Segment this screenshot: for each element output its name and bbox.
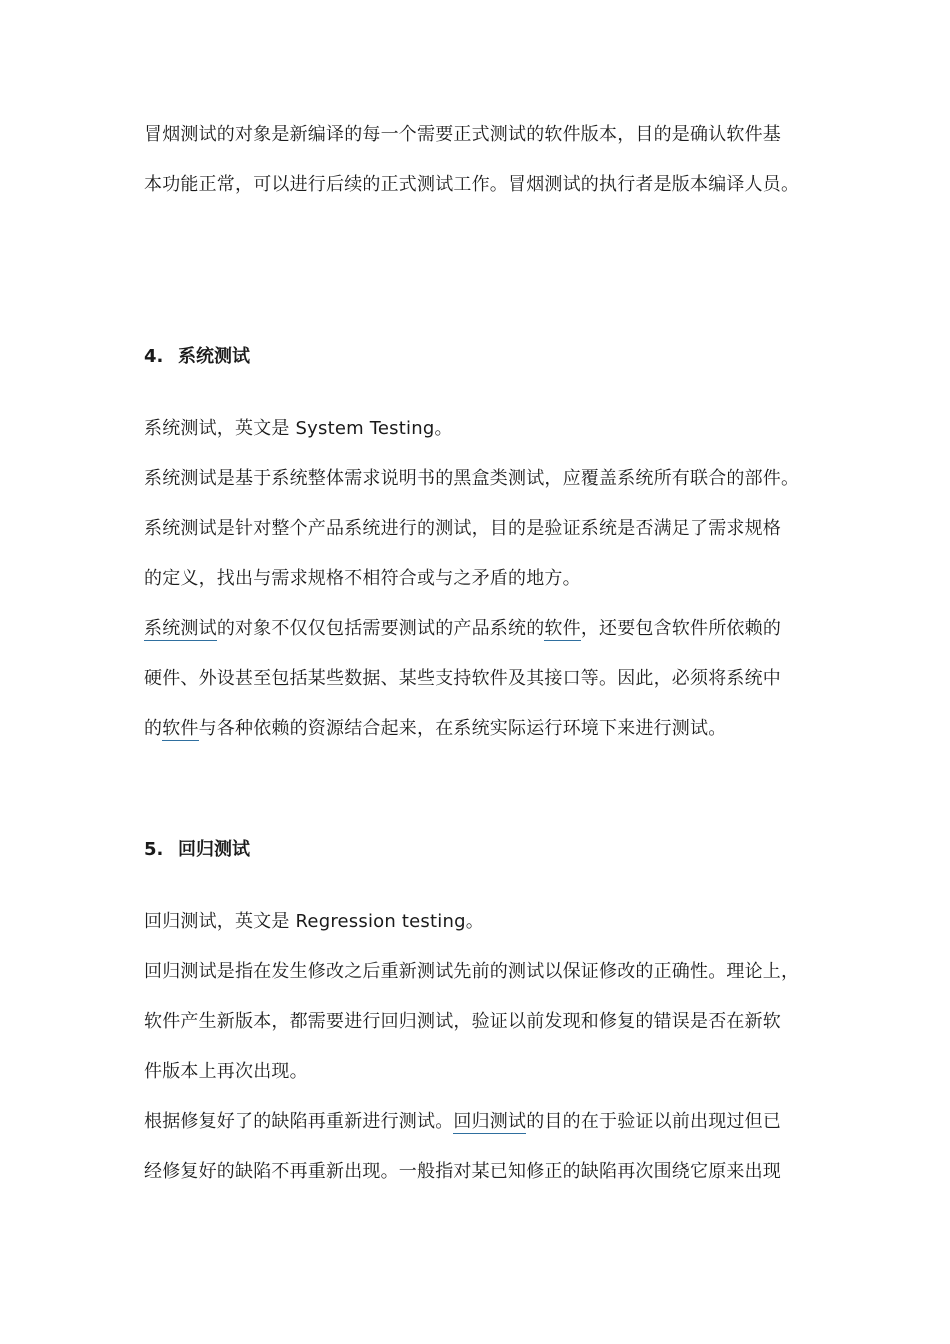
text-segment: ，还要包含软件所依赖的 (580, 618, 782, 639)
section-4-heading (144, 344, 250, 370)
link-regression-testing[interactable]: 回归测试 (453, 1111, 527, 1132)
section-4-paragraph-4-line-1 (144, 616, 834, 642)
section-4-paragraph-1: 系统测试，英文是 System Testing。 (144, 418, 453, 439)
section-4-title: 系统测试 (178, 346, 250, 367)
intro-line-1: 冒烟测试的对象是新编译的每一个需要正式测试的软件版本，目的是确认软件基 (144, 124, 781, 145)
link-software-2[interactable]: 软件 (162, 718, 199, 739)
section-4-paragraph-3-line-2: 的定义，找出与需求规格不相符合或与之矛盾的地方。 (144, 568, 581, 589)
text-segment: 的目的在于验证以前出现过但已 (526, 1111, 782, 1132)
link-system-testing[interactable]: 系统测试 (144, 618, 217, 639)
text-segment: 的 (144, 718, 163, 739)
link-software[interactable]: 软件 (544, 618, 581, 639)
section-5-paragraph-1: 回归测试，英文是 Regression testing。 (144, 911, 484, 932)
section-5-title: 回归测试 (178, 839, 250, 860)
text-segment: 的对象不仅仅包括需要测试的产品系统的 (216, 618, 545, 639)
intro-line-2: 本功能正常，可以进行后续的正式测试工作。冒烟测试的执行者是版本编译人员。 (144, 174, 800, 195)
section-5-number: 5. (144, 839, 164, 860)
section-4-paragraph-4-line-3 (144, 716, 834, 742)
section-4-paragraph-3-line-1: 系统测试是针对整个产品系统进行的测试，目的是验证系统是否满足了需求规格 (144, 518, 781, 539)
section-4-number: 4. (144, 346, 164, 367)
section-4-paragraph-4-line-2: 硬件、外设甚至包括某些数据、某些支持软件及其接口等。因此，必须将系统中 (144, 668, 781, 689)
section-5-paragraph-2-line-3: 件版本上再次出现。 (144, 1061, 308, 1082)
section-4-paragraph-2: 系统测试是基于系统整体需求说明书的黑盒类测试，应覆盖系统所有联合的部件。 (144, 468, 800, 489)
section-5-paragraph-3-line-1 (144, 1109, 834, 1135)
text-segment: 与各种依赖的资源结合起来，在系统实际运行环境下来进行测试。 (198, 718, 727, 739)
section-5-paragraph-3-line-2: 经修复好的缺陷不再重新出现。一般指对某已知修正的缺陷再次围绕它原来出现 (144, 1161, 781, 1182)
section-5-paragraph-2-line-2: 软件产生新版本，都需要进行回归测试，验证以前发现和修复的错误是否在新软 (144, 1011, 781, 1032)
section-5-heading (144, 837, 250, 863)
text-segment: 根据修复好了的缺陷再重新进行测试。 (144, 1111, 454, 1132)
section-5-paragraph-2-line-1: 回归测试是指在发生修改之后重新测试先前的测试以保证修改的正确性。理论上， (144, 961, 800, 982)
